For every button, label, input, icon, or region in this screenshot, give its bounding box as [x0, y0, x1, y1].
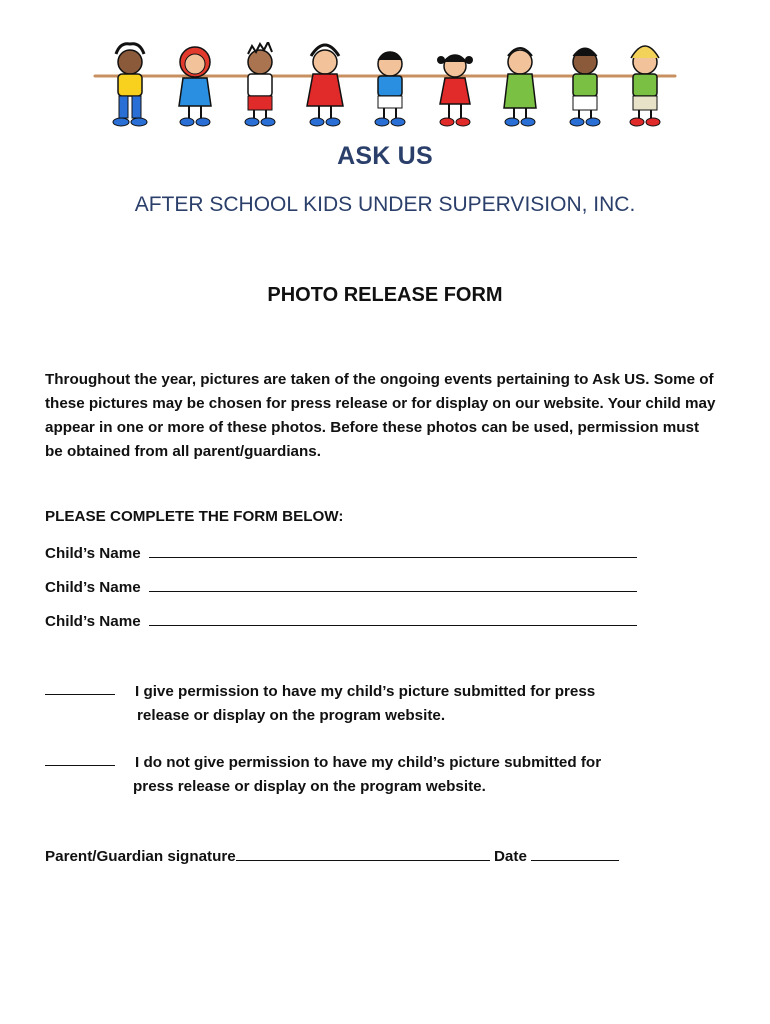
- permission-line: press release or display on the program website.: [133, 778, 486, 795]
- permission-give-blank[interactable]: [45, 680, 115, 695]
- permission-deny-blank[interactable]: [45, 751, 115, 766]
- intro-line: appear in one or more of these photos. Before these photos can be used, permission must: [45, 419, 700, 436]
- child-name-label: Child’s Name: [45, 613, 141, 630]
- date-label: Date: [493, 848, 527, 865]
- form-instruction: PLEASE COMPLETE THE FORM BELOW:: [45, 508, 344, 525]
- intro-line: be obtained from all parent/guardians.: [45, 443, 321, 460]
- form-title: PHOTO RELEASE FORM: [267, 284, 503, 306]
- child-name-field[interactable]: [149, 611, 637, 626]
- permission-give-text: [135, 680, 635, 728]
- child-name-row: [45, 543, 637, 562]
- signature-row: [45, 846, 619, 865]
- child-name-row: [45, 577, 637, 596]
- permission-deny-text: [135, 751, 635, 799]
- intro-line: Throughout the year, pictures are taken of the ongoing events pertaining to Ask US. Some of: [45, 371, 714, 388]
- child-name-label: Child’s Name: [45, 579, 141, 596]
- page-title: ASK US: [337, 142, 433, 170]
- child-name-field[interactable]: [149, 543, 637, 558]
- permission-line: I give permission to have my child’s picture submitted for press: [135, 683, 596, 700]
- organization-name: AFTER SCHOOL KIDS UNDER SUPERVISION, INC.: [134, 193, 636, 216]
- child-name-label: Child’s Name: [45, 545, 141, 562]
- intro-line: these pictures may be chosen for press release or for display on our website. Your child may: [45, 395, 716, 412]
- signature-field[interactable]: [236, 846, 490, 861]
- date-field[interactable]: [531, 846, 619, 861]
- permission-line: release or display on the program website.: [137, 707, 446, 724]
- permission-line: I do not give permission to have my child’s picture submitted for: [135, 754, 602, 771]
- intro-paragraph: [45, 368, 735, 464]
- signature-label: Parent/Guardian signature: [45, 848, 236, 865]
- children-holding-hands-icon: [85, 42, 685, 130]
- child-name-field[interactable]: [149, 577, 637, 592]
- child-name-row: [45, 611, 637, 630]
